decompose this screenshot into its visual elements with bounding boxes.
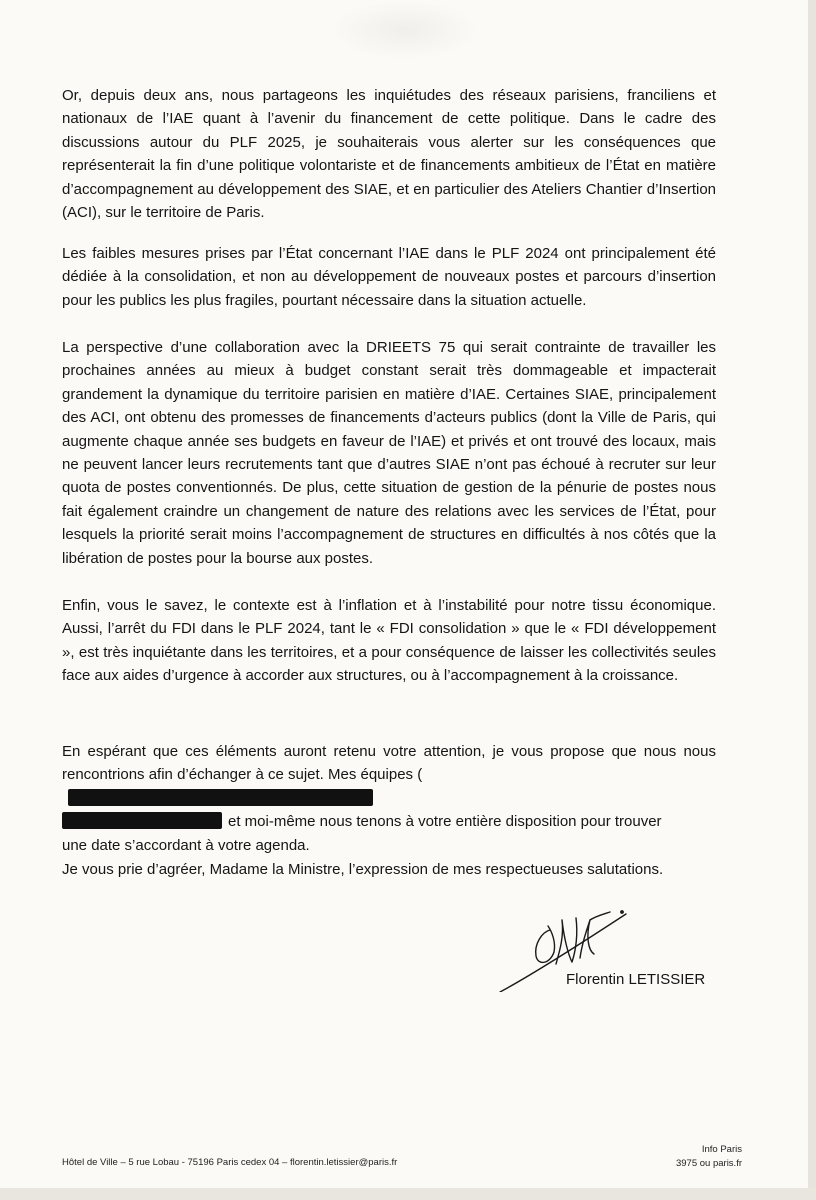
signer-name: Florentin LETISSIER bbox=[566, 971, 706, 988]
footer-info-paris bbox=[676, 1143, 742, 1171]
paragraph-drieets-collaboration: La perspective d’une collaboration avec la DRIEETS 75 qui serait contrainte de travailler les prochaines années au mieux à budget constant serait très dommageable et impacterait grandement la dynamique du territoire parisien en matière d’IAE. Certaines SIAE, principalement des ACI, ont obtenu des promesses de financements d’acteurs publics (dont la Ville de Paris, qui augmente chaque année ses budgets en faveur de l’IAE) et privés et ont trouvé des locaux, mais ne peuvent lancer leurs recrutements tant que d’autres SIAE n’ont pas échoué à recruter sur leur quota de postes conventionnés. De plus, cette situation de gestion de la pénurie de postes nous fait également craindre un changement de nature des relations avec les services de l’État, pour lesquels la priorité serait moins l’accompagnement de structures en difficultés à nos côtés que la libération de postes pour la bourse aux postes. bbox=[62, 339, 716, 567]
info-paris-contact: 3975 ou paris.fr bbox=[675, 1158, 742, 1169]
footer-address: Hôtel de Ville – 5 rue Lobau - 75196 Paris cedex 04 – florentin.letissier@paris.fr bbox=[62, 1157, 398, 1168]
paper-edge-bottom bbox=[0, 1188, 816, 1200]
info-paris-label: Info Paris bbox=[701, 1144, 742, 1155]
meeting-line-2 bbox=[62, 763, 716, 810]
meeting-line-3 bbox=[62, 810, 716, 833]
meeting-line-1: En espérant que ces éléments auront retenu votre attention, je vous propose que nous nous bbox=[62, 743, 716, 760]
paper-edge-right bbox=[808, 0, 816, 1200]
paragraph-funding-concerns: Or, depuis deux ans, nous partageons les inquiétudes des réseaux parisiens, franciliens et nationaux de l’IAE quant à l’avenir du financement de cette politique. Dans le cadre des discussions autour du PLF 2025, je souhaiterais vous alerter sur les conséquences que représenterait la fin d’une politique volontariste et de financements ambitieux de l’État en matière d’accompagnement au développement des SIAE, et en particulier des Ateliers Chantier d’Insertion (ACI), sur le territoire de Paris. bbox=[62, 87, 716, 222]
paragraph-meeting-request bbox=[62, 740, 716, 857]
meeting-line-3-text: et moi-même nous tenons à votre entière disposition pour trouver bbox=[228, 813, 662, 831]
meeting-line-2-text: rencontrions afin d’échanger à ce sujet. Mes équipes ( bbox=[62, 766, 423, 784]
letterhead-bleed bbox=[330, 0, 480, 60]
paragraph-plf-2024-measures: Les faibles mesures prises par l’État concernant l’IAE dans le PLF 2024 ont principalement été dédiée à la consolidation, et non au développement de nouveaux postes et parcours d’insertion pour les publics les plus fragiles, pourtant nécessaire dans la situation actuelle. bbox=[62, 245, 716, 309]
closing-salutation: Je vous prie d’agréer, Madame la Ministre, l’expression de mes respectueuses salutations. bbox=[62, 861, 664, 878]
paragraph-fdi-inflation: Enfin, vous le savez, le contexte est à l’inflation et à l’instabilité pour notre tissu économique. Aussi, l’arrêt du FDI dans le PLF 2024, tant le « FDI consolidation » que le « FDI développement », est très inquiétante dans les territoires, et a pour conséquence de laisser les collectivités seules face aux aides d’urgence à accorder aux structures, ou à l’accompagnement à la croissance. bbox=[62, 597, 716, 685]
redaction-bar bbox=[62, 812, 222, 829]
redaction-bar bbox=[68, 789, 373, 806]
meeting-line-4: une date s’accordant à votre agenda. bbox=[62, 836, 310, 854]
